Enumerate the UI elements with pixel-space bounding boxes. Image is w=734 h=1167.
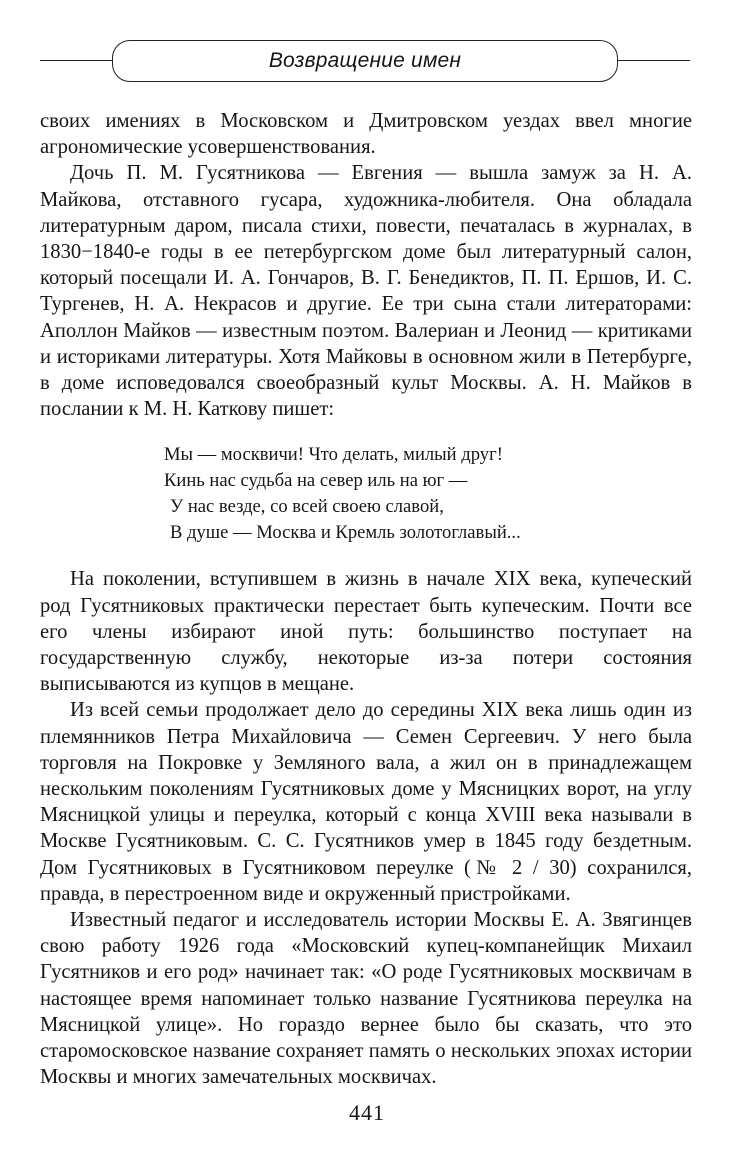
paragraph: Из всей семьи продолжает дело до середины XIX века лишь один из племянников Петра Михайловича — Семен Сергеевич. У него была торговля на Покровке у Земляного вала, а жил он в принадлежащем нескольким поколениям Гусятниковых доме у Мясницких ворот, на углу Мясницкой улицы и переулка, который с конца XVIII века называли в Москве Гусятниковым. С. С. Гусятников умер в 1845 году бездетным. Дом Гусятниковых в Гусятниковом переулке (№ 2 / 30) сохранился, правда, в перестроенном виде и окруженный пристройками.	[40, 699, 692, 905]
paragraph: Дочь П. М. Гусятникова — Евгения — вышла замуж за Н. А. Майкова, отставного гусара, художника-любителя. Она обладала литературным даром, писала стихи, повести, печаталась в журналах, в 1830−1840-е годы в ее петербургском доме был литературный салон, который посещали И. А. Гончаров, В. Г. Бенедиктов, П. П. Ершов, И. С. Тургенев, Н. А. Некрасов и другие. Ее три сына стали литераторами: Аполлон Майков — известным поэтом. Валериан и Леонид — критиками и историками литературы. Хотя Майковы в основном жили в Петербурге, в доме исповедовался своеобразный культ Москвы. А. Н. Майков в послании к М. Н. Каткову пишет:	[40, 162, 692, 421]
running-header-title: Возвращение имен	[268, 49, 462, 72]
page-number: 441	[349, 1100, 385, 1125]
header-frame	[112, 40, 618, 82]
poem-line: Мы — москвичи! Что делать, милый друг!	[164, 444, 503, 466]
paragraph-continuation: своих имениях в Московском и Дмитровском уездах ввел многие агрономические усовершенствования.	[40, 110, 692, 159]
header-rule-right	[618, 60, 690, 61]
paragraph: Известный педагог и исследователь истории Москвы Е. А. Звягинцев свою работу 1926 года «Московский купец-компанейщик Михаил Гусятников и его род» начинает так: «О роде Гусятниковых москвичам в настоящее время напоминает только название Гусятникова переулка на Мясницкой улице». Но гораздо вернее было бы сказать, что это старомосковское название сохраняет память о нескольких эпохах истории Москвы и многих замечательных москвичах.	[40, 909, 692, 1089]
paragraph: На поколении, вступившем в жизнь в начале XIX века, купеческий род Гусятниковых практически перестает быть купеческим. Почти все его члены избирают иной путь: большинство поступает на государственную службу, некоторые из-за потери состояния выписываются из купцов в мещане.	[40, 568, 692, 696]
poem-line: Кинь нас судьба на север иль на юг —	[164, 470, 468, 492]
header-rule-left	[40, 60, 112, 61]
page-body	[40, 108, 692, 1091]
poem-quote	[164, 442, 692, 546]
poem-line: У нас везде, со всей своею славой,	[170, 496, 444, 518]
poem-line: В душе — Москва и Кремль золотоглавый...	[170, 522, 521, 544]
running-header	[40, 40, 690, 82]
